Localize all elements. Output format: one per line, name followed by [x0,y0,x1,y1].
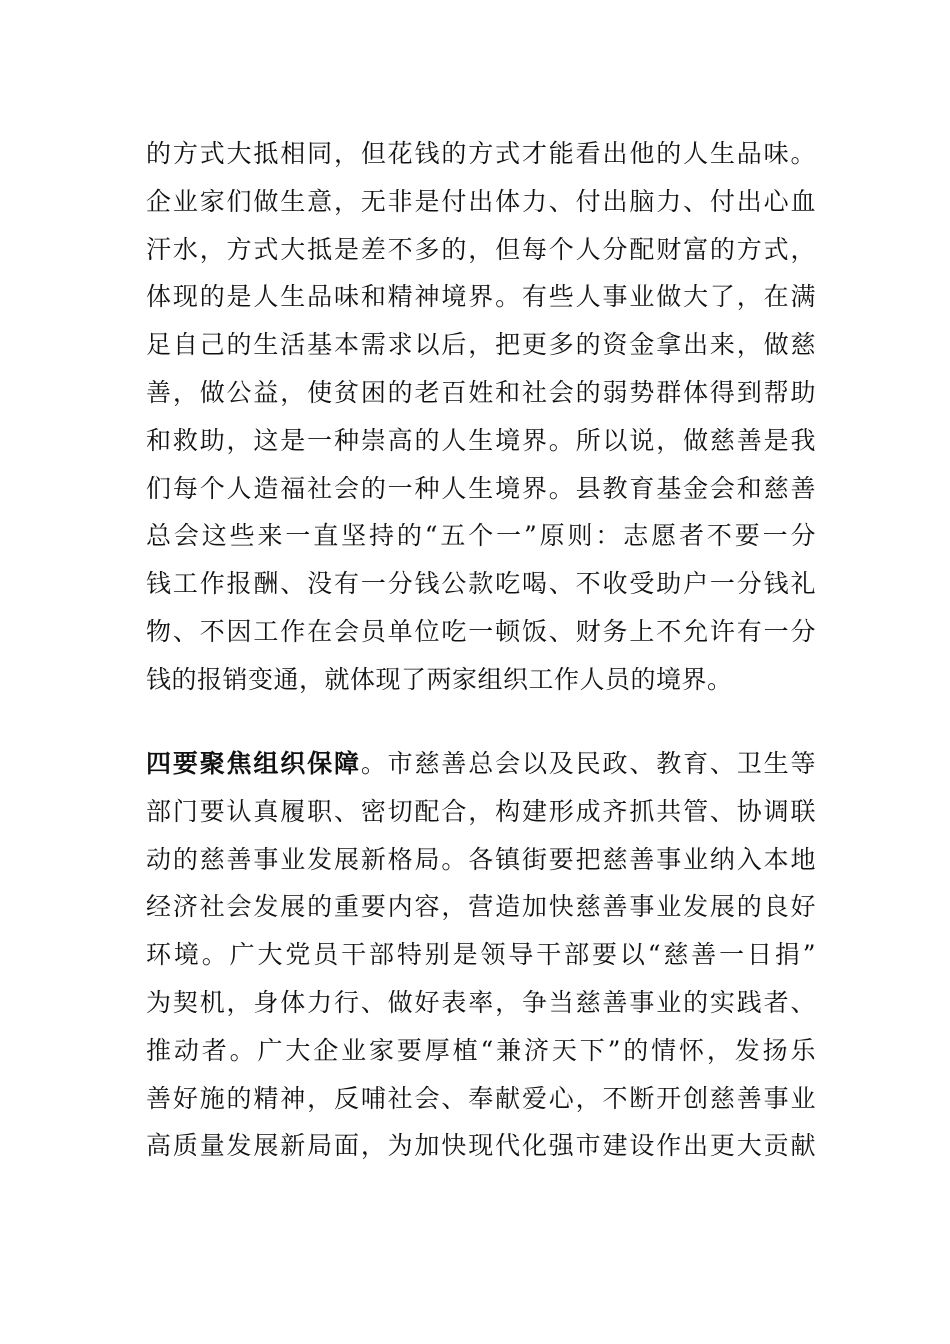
text-line: 动的慈善事业发展新格局。各镇街要把慈善事业纳入本地 [146,844,816,874]
text-line: 们每个人造福社会的一种人生境界。县教育基金会和慈善 [146,473,816,503]
text-line: 的方式大抵相同，但花钱的方式才能看出他的人生品味。 [146,139,816,168]
text-line: 体现的是人生品味和精神境界。有些人事业做大了，在满 [146,282,816,312]
text-line: 物、不因工作在会员单位吃一顿饭、财务上不允许有一分 [146,616,816,646]
text-line: 总会这些来一直坚持的“五个一”原则：志愿者不要一分 [146,521,816,551]
section-heading: 四要聚焦组织保障 [146,749,361,778]
paragraph-organizational-guarantee [146,740,816,1170]
text-line: 和救助，这是一种崇高的人生境界。所以说，做慈善是我 [146,425,816,455]
text-line: 推动者。广大企业家要厚植“兼济天下”的情怀，发扬乐 [146,1035,816,1065]
text-line: 汗水，方式大抵是差不多的，但每个人分配财富的方式， [146,234,816,264]
text-line: 为契机，身体力行、做好表率，争当慈善事业的实践者、 [146,987,816,1017]
text-line: 经济社会发展的重要内容，营造加快慈善事业发展的良好 [146,892,816,922]
text-line: 环境。广大党员干部特别是领导干部要以“慈善一日捐” [146,940,816,970]
text-line-with-heading [146,740,816,788]
text-line: 善好施的精神，反哺社会、奉献爱心，不断开创慈善事业 [146,1083,816,1113]
paragraph-charity-realm [146,130,816,704]
text-line: 善，做公益，使贫困的老百姓和社会的弱势群体得到帮助 [146,377,816,407]
text-line: 钱的报销变通，就体现了两家组织工作人员的境界。 [146,664,733,694]
text-line: 钱工作报酬、没有一分钱公款吃喝、不收受助户一分钱礼 [146,569,816,599]
heading-line-rest: 。市慈善总会以及民政、教育、卫生等 [360,749,816,778]
text-line: 企业家们做生意，无非是付出体力、付出脑力、付出心血 [146,186,816,216]
text-line: 足自己的生活基本需求以后，把更多的资金拿出来，做慈 [146,330,816,360]
text-line: 高质量发展新局面，为加快现代化强市建设作出更大贡献 [146,1131,816,1161]
text-line: 部门要认真履职、密切配合，构建形成齐抓共管、协调联 [146,796,816,826]
